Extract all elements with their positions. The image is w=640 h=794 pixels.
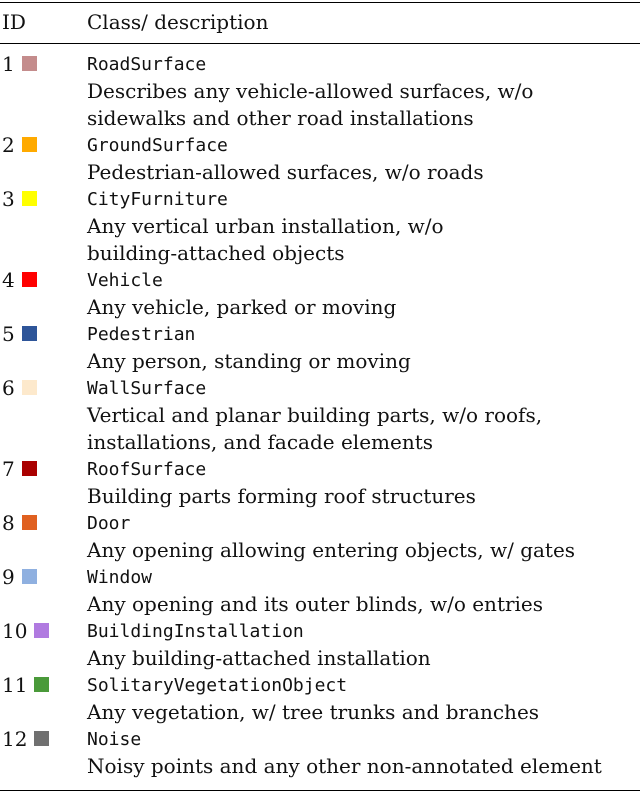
class-description: Any building-attached installation xyxy=(87,646,431,670)
row-id: 5 xyxy=(2,322,15,346)
table-row xyxy=(0,564,640,618)
class-name: GroundSurface xyxy=(87,135,228,156)
row-id: 2 xyxy=(2,133,15,157)
color-swatch xyxy=(22,272,37,287)
table-row xyxy=(0,51,640,132)
class-description: Describes any vehicle-allowed surfaces, w/o sidewalks and other road installations xyxy=(87,79,534,130)
row-content xyxy=(87,672,640,726)
class-description: Any vehicle, parked or moving xyxy=(87,295,397,319)
row-id: 10 xyxy=(2,619,28,643)
table-row xyxy=(0,186,640,267)
color-swatch xyxy=(22,56,37,71)
class-name: BuildingInstallation xyxy=(87,621,304,642)
table-row xyxy=(0,132,640,186)
class-name: Door xyxy=(87,513,131,534)
header-id: ID xyxy=(2,10,26,34)
class-name: WallSurface xyxy=(87,378,207,399)
color-swatch xyxy=(34,623,49,638)
color-swatch xyxy=(34,731,49,746)
class-description: Building parts forming roof structures xyxy=(87,484,476,508)
row-id: 11 xyxy=(2,673,28,697)
color-swatch xyxy=(22,191,37,206)
row-id: 4 xyxy=(2,268,15,292)
row-content xyxy=(87,132,640,186)
class-name: Window xyxy=(87,567,153,588)
row-content xyxy=(87,51,640,132)
table-row xyxy=(0,267,640,321)
class-description: Any vertical urban installation, w/o building-attached objects xyxy=(87,214,444,265)
class-name: Vehicle xyxy=(87,270,163,291)
class-name: RoadSurface xyxy=(87,54,207,75)
row-content xyxy=(87,186,640,267)
row-id: 7 xyxy=(2,457,15,481)
table-row xyxy=(0,510,640,564)
class-description: Any person, standing or moving xyxy=(87,349,411,373)
class-name: CityFurniture xyxy=(87,189,228,210)
row-content xyxy=(87,726,640,780)
table-row xyxy=(0,672,640,726)
bottom-rule xyxy=(0,790,640,791)
table-row xyxy=(0,618,640,672)
table-row xyxy=(0,321,640,375)
class-description: Pedestrian-allowed surfaces, w/o roads xyxy=(87,160,484,184)
color-swatch xyxy=(22,515,37,530)
table-body xyxy=(0,51,640,780)
row-id: 8 xyxy=(2,511,15,535)
row-id: 9 xyxy=(2,565,15,589)
class-description: Any opening allowing entering objects, w/ gates xyxy=(87,538,576,562)
row-content xyxy=(87,510,640,564)
row-content xyxy=(87,564,640,618)
color-swatch xyxy=(22,380,37,395)
row-content xyxy=(87,321,640,375)
class-description: Any opening and its outer blinds, w/o entries xyxy=(87,592,544,616)
header-description: Class/ description xyxy=(87,10,269,34)
color-swatch xyxy=(22,137,37,152)
color-swatch xyxy=(22,326,37,341)
color-swatch xyxy=(22,461,37,476)
row-content xyxy=(87,456,640,510)
class-description: Any vegetation, w/ tree trunks and branches xyxy=(87,700,540,724)
row-content xyxy=(87,618,640,672)
class-name: RoofSurface xyxy=(87,459,207,480)
row-content xyxy=(87,267,640,321)
table-row xyxy=(0,726,640,780)
top-rule xyxy=(0,2,640,3)
table-row xyxy=(0,456,640,510)
class-description: Noisy points and any other non-annotated element xyxy=(87,754,602,778)
class-name: Pedestrian xyxy=(87,324,196,345)
row-id: 12 xyxy=(2,727,28,751)
color-swatch xyxy=(22,569,37,584)
color-swatch xyxy=(34,677,49,692)
row-id: 1 xyxy=(2,52,15,76)
header-rule xyxy=(0,43,640,44)
class-name: Noise xyxy=(87,729,142,750)
table-row xyxy=(0,375,640,456)
class-name: SolitaryVegetationObject xyxy=(87,675,348,696)
row-content xyxy=(87,375,640,456)
row-id: 3 xyxy=(2,187,15,211)
class-description: Vertical and planar building parts, w/o roofs, installations, and facade elements xyxy=(87,403,543,454)
row-id: 6 xyxy=(2,376,15,400)
